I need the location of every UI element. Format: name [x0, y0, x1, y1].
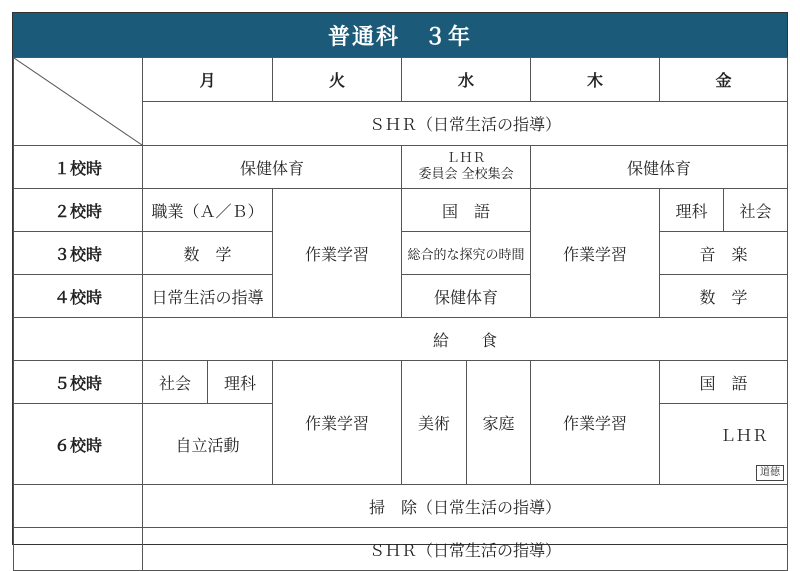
p2-mon-cell: 職業（Ａ／Ｂ）: [143, 189, 273, 232]
p1-wed-line2: 委員会 全校集会: [418, 167, 514, 182]
p5-mon-b-cell: 理科: [208, 361, 273, 404]
day-header-mon: 月: [143, 58, 273, 102]
shr-morning-cell: ＳＨＲ（日常生活の指導）: [143, 102, 788, 146]
p6-fri-label: ＬＨＲ: [719, 426, 768, 445]
p1-wed-cell: [402, 146, 531, 189]
timetable-grid: [13, 57, 788, 571]
p234-tue-cell: 作業学習: [273, 189, 402, 318]
p56-tue-cell: 作業学習: [273, 361, 402, 485]
p5-fri-cell: 国 語: [660, 361, 788, 404]
p56-thu-cell: 作業学習: [531, 361, 660, 485]
period-label-6: ６校時: [14, 404, 143, 485]
p2-fri-a-cell: 理科: [660, 189, 724, 232]
day-header-fri: 金: [660, 58, 788, 102]
p5-mon-a-cell: 社会: [143, 361, 208, 404]
shr-afternoon-cell: ＳＨＲ（日常生活の指導）: [143, 528, 788, 571]
period-label-3: ３校時: [14, 232, 143, 275]
day-header-wed: 水: [402, 58, 531, 102]
cleaning-cell: 掃 除（日常生活の指導）: [143, 485, 788, 528]
timetable-title: 普通科 ３年: [13, 13, 787, 57]
p6-mon-cell: 自立活動: [143, 404, 273, 485]
p3-fri-cell: 音 楽: [660, 232, 788, 275]
period-label-4: ４校時: [14, 275, 143, 318]
p2-fri-b-cell: 社会: [724, 189, 788, 232]
p6-fri-cell: [660, 404, 788, 485]
p4-fri-cell: 数 学: [660, 275, 788, 318]
p234-thu-cell: 作業学習: [531, 189, 660, 318]
cleaning-label-cell: [14, 485, 143, 528]
p4-wed-cell: 保健体育: [402, 275, 531, 318]
p3-mon-cell: 数 学: [143, 232, 273, 275]
lunch-cell: 給 食: [143, 318, 788, 361]
p1-mon-tue-cell: 保健体育: [143, 146, 402, 189]
p2-wed-cell: 国 語: [402, 189, 531, 232]
day-header-tue: 火: [273, 58, 402, 102]
p4-mon-cell: 日常生活の指導: [143, 275, 273, 318]
corner-cell: [14, 58, 143, 146]
p1-thu-fri-cell: 保健体育: [531, 146, 788, 189]
p3-wed-cell: 総合的な探究の時間: [402, 232, 531, 275]
timetable-frame: [12, 12, 788, 560]
period-label-1: １校時: [14, 146, 143, 189]
diagonal-line: [14, 58, 142, 145]
day-header-thu: 木: [531, 58, 660, 102]
period-label-5: ５校時: [14, 361, 143, 404]
p56-wed-b-cell: 家庭: [467, 361, 531, 485]
lunch-label-cell: [14, 318, 143, 361]
p56-wed-a-cell: 美術: [402, 361, 467, 485]
moral-education-badge: 道徳: [756, 465, 784, 481]
p1-wed-line1: ＬＨＲ: [446, 151, 486, 166]
period-label-2: ２校時: [14, 189, 143, 232]
shr-afternoon-label-cell: [14, 528, 143, 571]
